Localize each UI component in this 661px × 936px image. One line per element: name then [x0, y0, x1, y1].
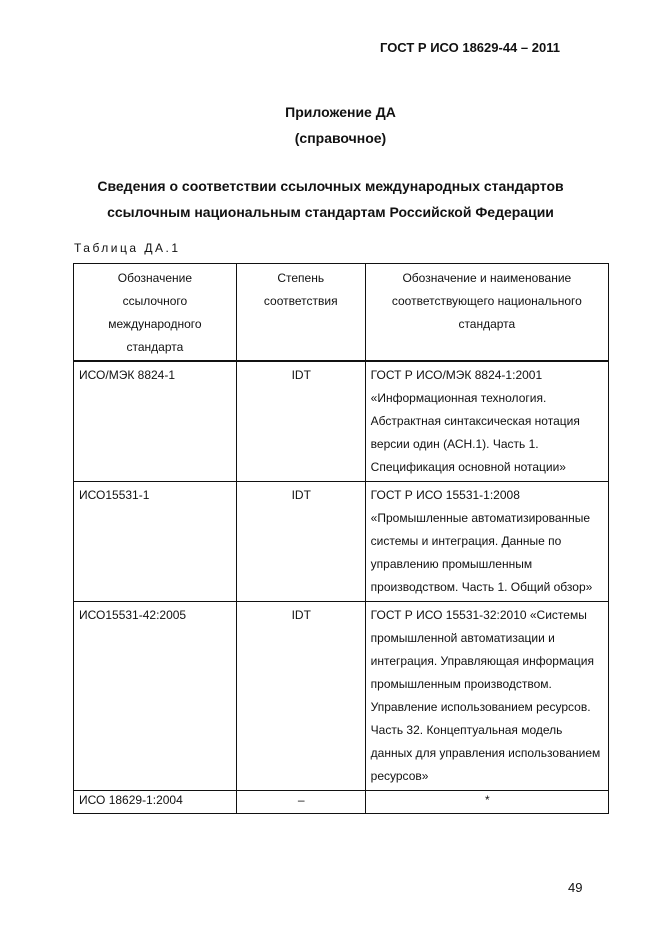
column-header-degree: Степень соответствия — [236, 264, 365, 362]
table-caption: Таблица ДА.1 — [74, 241, 181, 255]
document-code: ГОСТ Р ИСО 18629-44 – 2011 — [380, 40, 560, 55]
intl-standard-cell: ИСО/МЭК 8824-1 — [74, 361, 237, 482]
national-standard-cell: * — [365, 791, 608, 814]
degree-cell: IDT — [236, 602, 365, 791]
intl-standard-cell: ИСО15531-1 — [74, 482, 237, 602]
page-number: 49 — [568, 880, 583, 895]
intl-standard-cell: ИСО15531-42:2005 — [74, 602, 237, 791]
column-header-intl-standard: Обозначение ссылочного международного стандарта — [74, 264, 237, 362]
section-heading-line-2: ссылочным национальным стандартам Российской Федерации — [107, 204, 554, 220]
correspondence-table — [73, 263, 609, 814]
annex-title: Приложение ДА — [285, 104, 396, 120]
table-row — [74, 482, 609, 602]
national-standard-cell: ГОСТ Р ИСО 15531-32:2010 «Системы промышленной автоматизации и интеграция. Управляющая информация промышленным производством. Управление использованием ресурсов. Часть 32. Концептуальная модель данных для управления использованием ресурсов» — [365, 602, 608, 791]
section-heading-line-1: Сведения о соответствии ссылочных международных стандартов — [97, 178, 564, 194]
national-standard-cell: ГОСТ Р ИСО/МЭК 8824-1:2001 «Информационная технология. Абстрактная синтаксическая нотация версии один (АСН.1). Часть 1. Спецификация основной нотации» — [365, 361, 608, 482]
national-standard-cell: ГОСТ Р ИСО 15531-1:2008 «Промышленные автоматизированные системы и интеграция. Данные по управлению промышленным производством. Часть 1. Общий обзор» — [365, 482, 608, 602]
degree-cell: IDT — [236, 361, 365, 482]
intl-standard-cell: ИСО 18629-1:2004 — [74, 791, 237, 814]
table-row — [74, 791, 609, 814]
column-header-national-standard: Обозначение и наименование соответствующего национального стандарта — [365, 264, 608, 362]
table-row — [74, 602, 609, 791]
annex-subtitle: (справочное) — [294, 130, 387, 146]
degree-cell: IDT — [236, 482, 365, 602]
table-row — [74, 361, 609, 482]
degree-cell: – — [236, 791, 365, 814]
table-header-row — [74, 264, 609, 362]
